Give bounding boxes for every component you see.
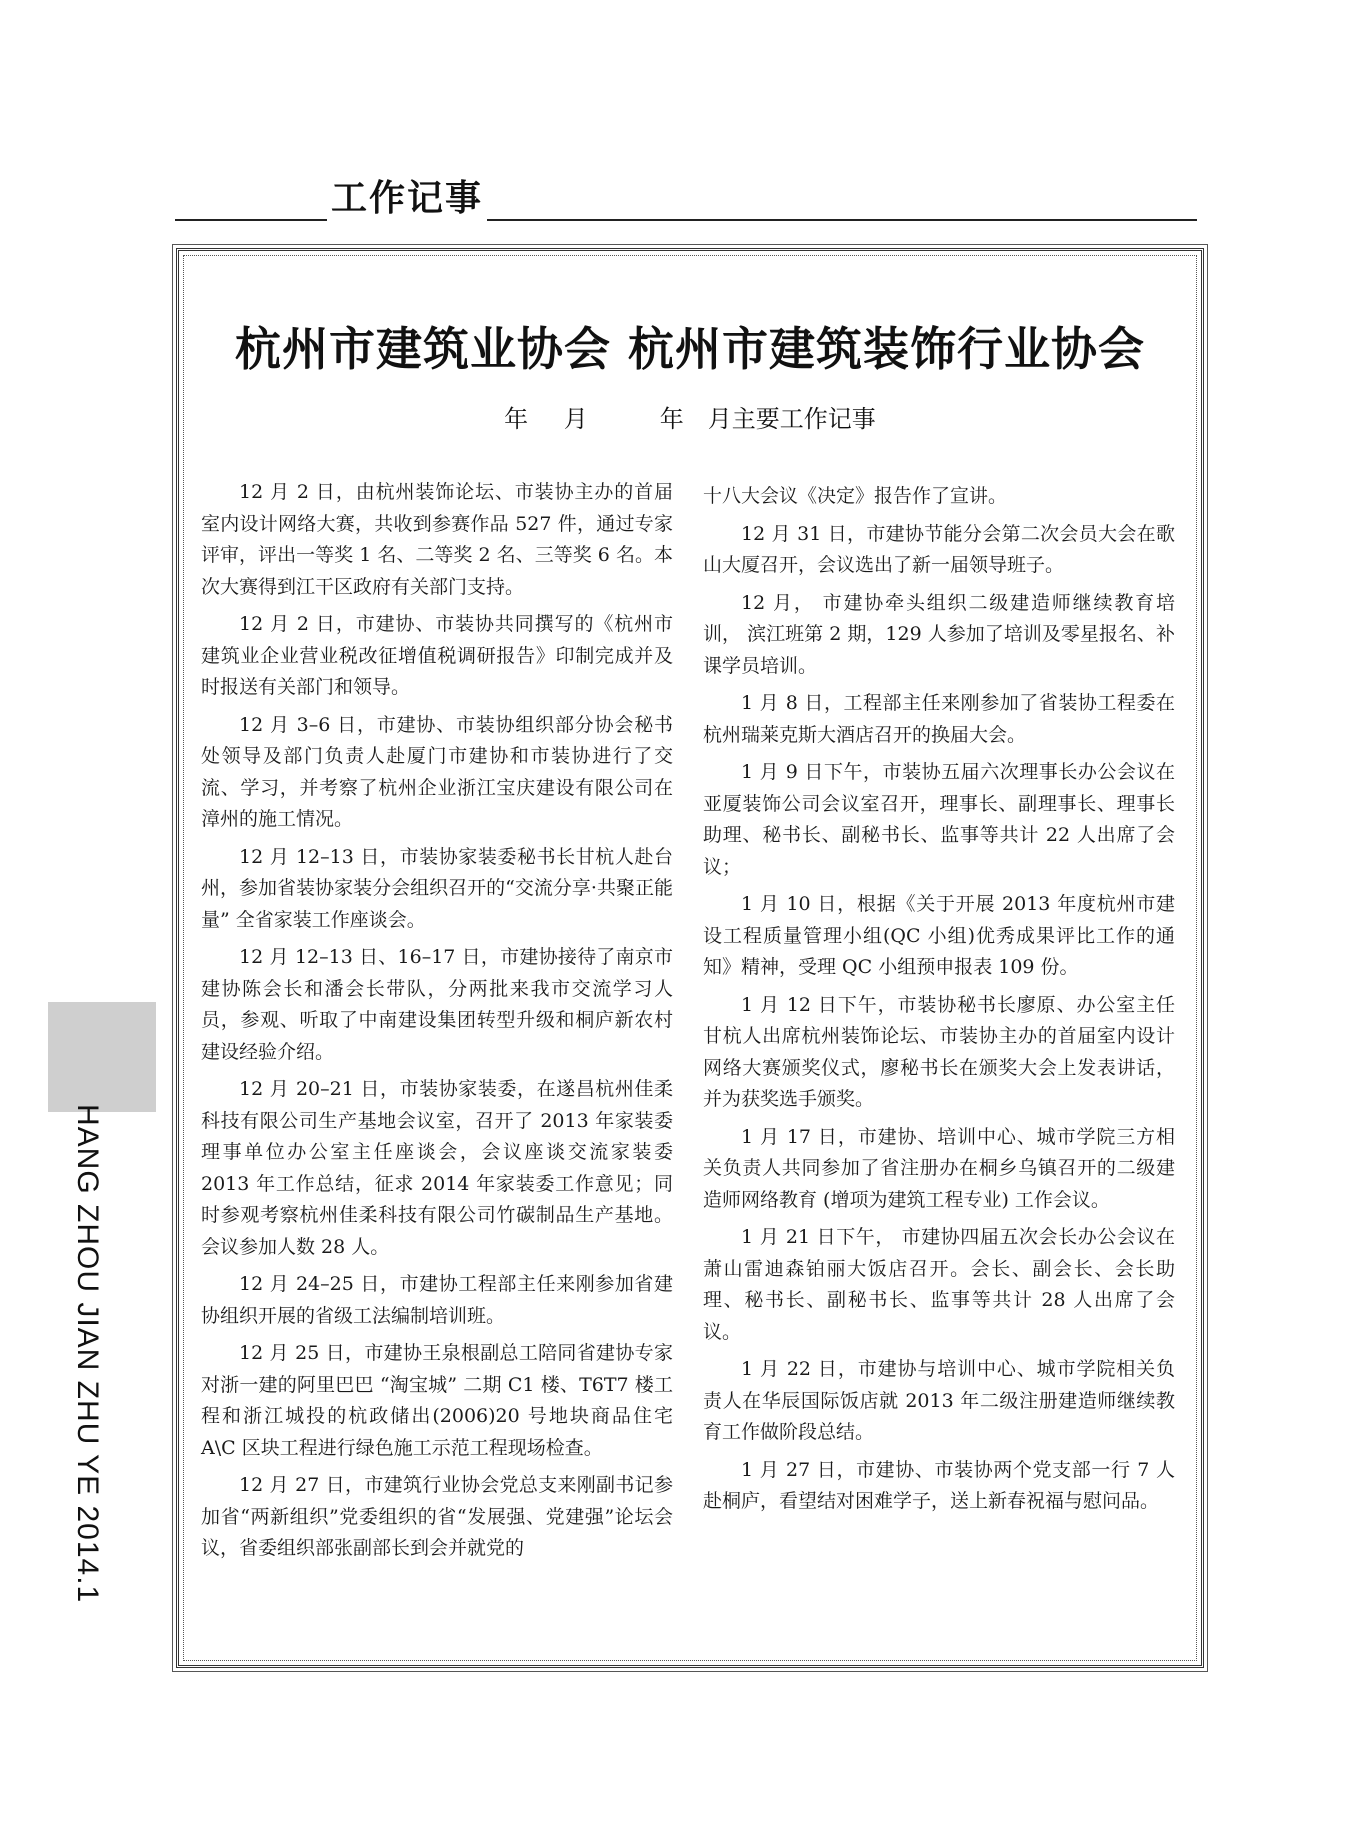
section-title: 工作记事: [331, 178, 484, 219]
news-item: 12 月 12–13 日、16–17 日，市建协接待了南京市建协陈会长和潘会长带队，分两批来我市交流学习人员，参观、听取了中南建设集团转型升级和桐庐新农村建设经验介绍。: [201, 946, 673, 1063]
news-item: 12 月 3–6 日，市建协、市装协组织部分协会秘书处领导及部门负责人赴厦门市建协和市装协进行了交流、学习，并考察了杭州企业浙江宝庆建设有限公司在漳州的施工情况。: [201, 713, 673, 830]
header-rule-left: [175, 219, 327, 221]
news-item: 12 月 27 日，市建筑行业协会党总支来刚副书记参加省“两新组织”党委组织的省“发展强、党建强”论坛会议，省委组织部张副部长到会并就党的: [201, 1474, 673, 1559]
section-header: [175, 178, 1197, 224]
news-item: 1 月 10 日，根据《关于开展 2013 年度杭州市建设工程质量管理小组(QC 小组)优秀成果评比工作的通知》精神，受理 QC 小组预申报表 109 份。: [703, 893, 1175, 978]
news-item: 1 月 17 日，市建协、培训中心、城市学院三方相关负责人共同参加了省注册办在桐乡乌镇召开的二级建造师网络教育 (增项为建筑工程专业) 工作会议。: [703, 1125, 1175, 1211]
news-item: 12 月 2 日，市建协、市装协共同撰写的《杭州市建筑业企业营业税改征增值税调研报告》印制完成并及时报送有关部门和领导。: [201, 613, 673, 698]
article-frame: [176, 248, 1204, 1668]
header-rule-right: [487, 219, 1197, 221]
news-item: 1 月 12 日下午，市装协秘书长廖原、办公室主任甘杭人出席杭州装饰论坛、市装协主办的首届室内设计网络大赛颁奖仪式，廖秘书长在颁奖大会上发表讲话，并为获奖选手颁奖。: [703, 993, 1175, 1110]
news-item: 1 月 8 日，工程部主任来刚参加了省装协工程委在杭州瑞莱克斯大酒店召开的换届大会。: [703, 692, 1175, 746]
news-item: 12 月 2 日，由杭州装饰论坛、市装协主办的首届室内设计网络大赛，共收到参赛作品 527 件，通过专家评审，评出一等奖 1 名、二等奖 2 名、三等奖 6 名。本次大赛得到江干区政府有关部门支持。: [201, 481, 673, 598]
news-item: 12 月 20–21 日，市装协家装委，在遂昌杭州佳柔科技有限公司生产基地会议室，召开了 2013 年家装委理事单位办公室主任座谈会，会议座谈交流家装委 2013 年工作总结，征求 2014 年家装委工作意见；同时参观考察杭州佳柔科技有限公司竹碳制品生产基地。会议参加人数 28 人。: [201, 1078, 673, 1258]
news-item: 1 月 21 日下午， 市建协四届五次会长办公会议在萧山雷迪森铂丽大饭店召开。会长、副会长、会长助理、秘书长、副秘书长、监事等共计 28 人出席了会议。: [703, 1226, 1175, 1343]
news-item-continuation: 十八大会议《决定》报告作了宣讲。: [703, 485, 1008, 507]
right-column: [703, 481, 1175, 1524]
news-item: 12 月 24–25 日，市建协工程部主任来刚参加省建协组织开展的省级工法编制培训班。: [201, 1273, 673, 1327]
news-item: 1 月 27 日，市建协、市装协两个党支部一行 7 人赴桐庐，看望结对困难学子，送上新春祝福与慰问品。: [703, 1458, 1175, 1512]
side-gray-tab: [48, 1002, 156, 1112]
news-item: 12 月 12–13 日，市装协家装委秘书长甘杭人赴台州，参加省装协家装分会组织召开的“交流分享·共聚正能量” 全省家装工作座谈会。: [201, 845, 673, 931]
side-journal-label: HANG ZHOU JIAN ZHU YE 2014.1: [71, 1104, 104, 1604]
article-title: 杭州市建筑业协会 杭州市建筑装饰行业协会: [234, 322, 1145, 376]
news-item: 12 月， 市建协牵头组织二级建造师继续教育培训， 滨江班第 2 期，129 人参加了培训及零星报名、补课学员培训。: [703, 591, 1175, 677]
article-subtitle: 年 月 年 月主要工作记事: [504, 405, 876, 433]
news-item: 12 月 31 日，市建协节能分会第二次会员大会在歌山大厦召开，会议选出了新一届领导班子。: [703, 522, 1175, 576]
left-column: [201, 477, 673, 1571]
news-item: 1 月 22 日，市建协与培训中心、城市学院相关负责人在华辰国际饭店就 2013 年二级注册建造师继续教育工作做阶段总结。: [703, 1358, 1175, 1443]
news-item: 12 月 25 日，市建协王泉根副总工陪同省建协专家对浙一建的阿里巴巴 “淘宝城” 二期 C1 楼、T6T7 楼工程和浙江城投的杭政储出(2006)20 号地块商品住宅 A\C 区块工程进行绿色施工示范工程现场检查。: [201, 1342, 673, 1459]
news-item: 1 月 9 日下午，市装协五届六次理事长办公会议在亚厦装饰公司会议室召开，理事长、副理事长、理事长助理、秘书长、副秘书长、监事等共计 22 人出席了会议；: [703, 761, 1175, 878]
